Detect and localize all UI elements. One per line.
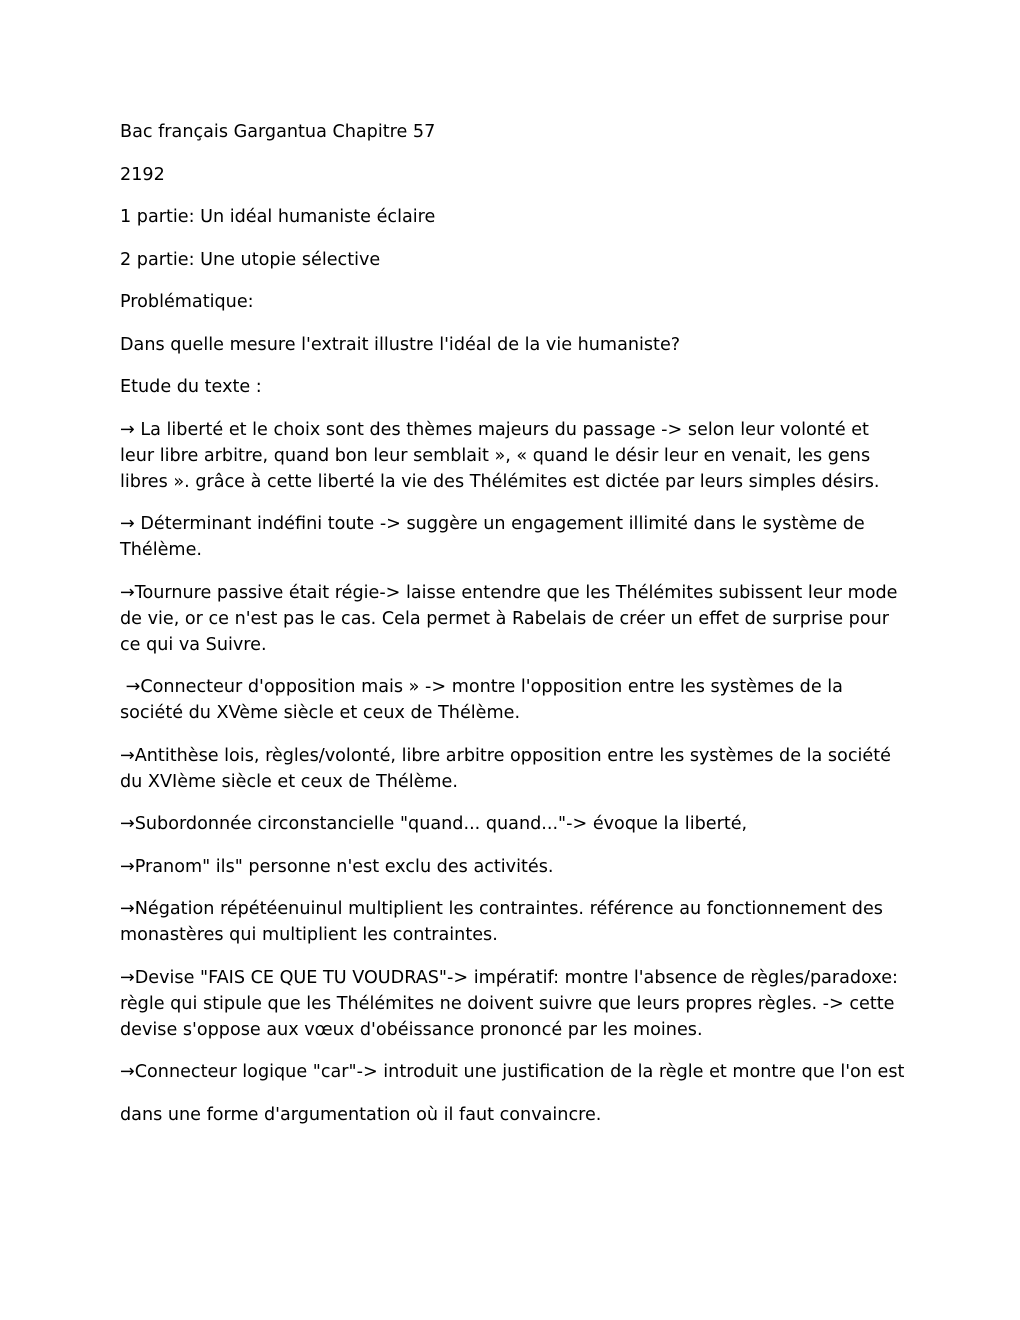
problematique-text: Dans quelle mesure l'extrait illustre l'idéal de la vie humaniste? bbox=[120, 334, 681, 355]
document-number: 2192 bbox=[120, 164, 165, 185]
point-paragraph: → Déterminant indéfini toute -> suggère un engagement illimité dans le système de Thélème. bbox=[120, 514, 871, 560]
part-2-heading: 2 partie: Une utopie sélective bbox=[120, 249, 381, 270]
point-paragraph: →Négation répétéenuinul multiplient les contraintes. référence au fonctionnement des monastères qui multiplient les contraintes. bbox=[120, 899, 889, 945]
point-paragraph: →Pranom" ils" personne n'est exclu des activités. bbox=[120, 856, 554, 877]
problematique-label: Problématique: bbox=[120, 292, 254, 312]
point-paragraph: →Connecteur logique "car"-> introduit une justification de la règle et montre que l'on est bbox=[120, 1062, 905, 1082]
part-1-heading: 1 partie: Un idéal humaniste éclaire bbox=[120, 207, 436, 227]
point-paragraph: →Devise "FAIS CE QUE TU VOUDRAS"-> impératif: montre l'absence de règles/paradoxe: règle qui stipule que les Thélémites ne doivent suivre que leurs propres règles. -> cette devise s'oppose aux vœux d'obéissance prononcé par les moines. bbox=[120, 967, 904, 1040]
point-paragraph: → La liberté et le choix sont des thèmes majeurs du passage -> selon leur volonté et leur libre arbitre, quand bon leur semblait », « quand le désir leur en venait, les gens libres ». grâce à cette liberté la vie des Thélémites est dictée par leurs simples désirs. bbox=[120, 419, 880, 492]
point-paragraph: →Tournure passive était régie-> laisse entendre que les Thélémites subissent leur mode de vie, or ce n'est pas le cas. Cela permet à Rabelais de créer un effet de surprise pour ce qui va Suivre. bbox=[120, 582, 904, 655]
document-title: Bac français Gargantua Chapitre 57 bbox=[120, 122, 436, 142]
document-page bbox=[120, 119, 905, 1144]
point-paragraph: →Subordonnée circonstancielle "quand... quand..."-> évoque la liberté, bbox=[120, 814, 748, 834]
point-paragraph: →Connecteur d'opposition mais » -> montre l'opposition entre les systèmes de la société du XVème siècle et ceux de Thélème. bbox=[120, 677, 849, 723]
point-paragraph: dans une forme d'argumentation où il faut convaincre. bbox=[120, 1104, 602, 1125]
etude-label: Etude du texte : bbox=[120, 377, 262, 397]
point-paragraph: →Antithèse lois, règles/volonté, libre arbitre opposition entre les systèmes de la société du XVIème siècle et ceux de Thélème. bbox=[120, 745, 897, 792]
